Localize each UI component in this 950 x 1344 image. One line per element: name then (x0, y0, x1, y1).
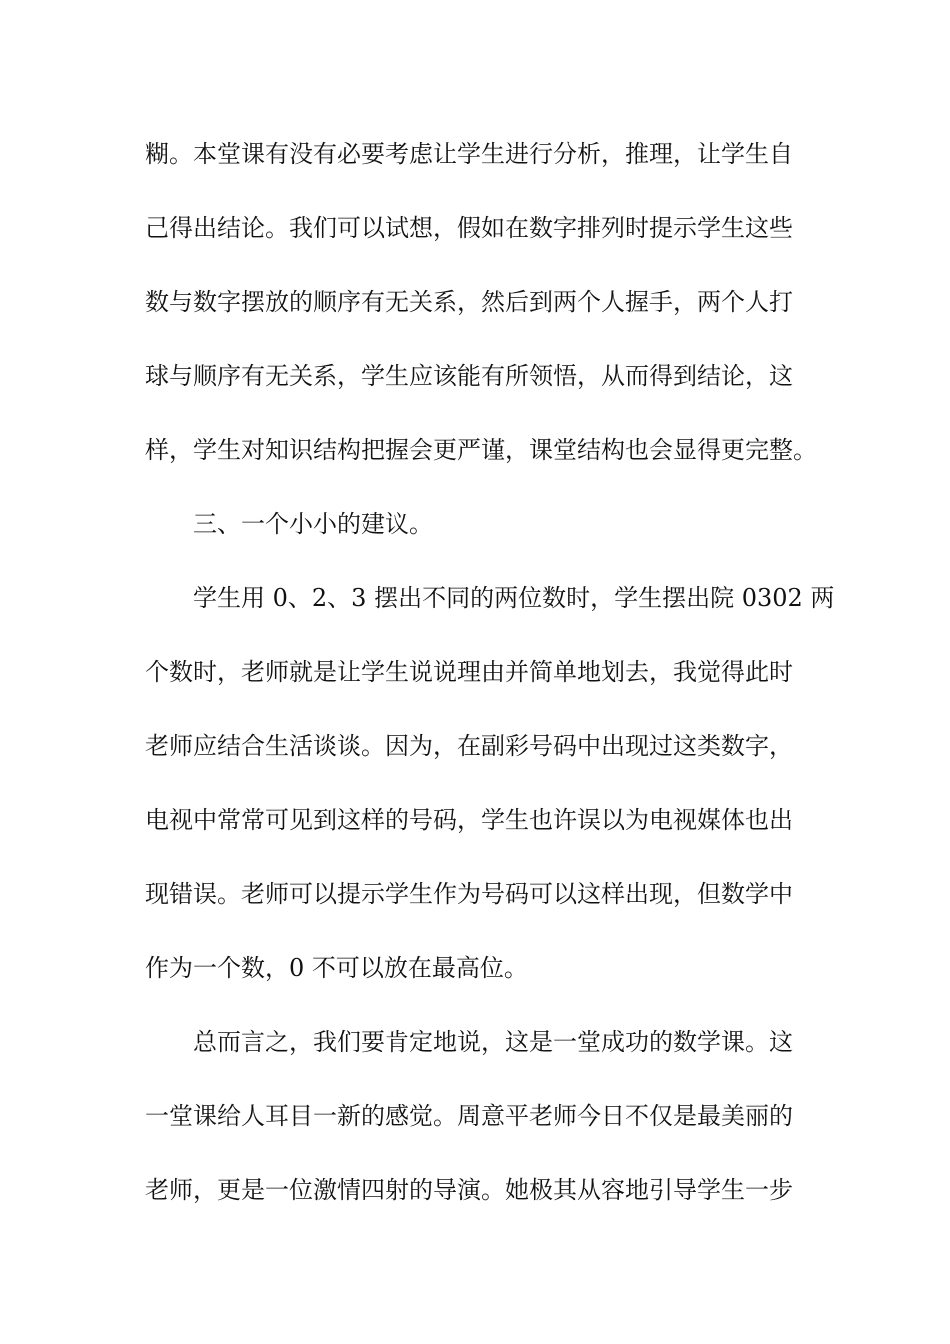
text-line: 球与顺序有无关系，学生应该能有所领悟，从而得到结论，这 (145, 362, 793, 390)
text-line: 己得出结论。我们可以试想，假如在数字排列时提示学生这些 (145, 214, 793, 242)
text-line: 一堂课给人耳目一新的感觉。周意平老师今日不仅是最美丽的 (145, 1102, 793, 1130)
text-line: 电视中常常可见到这样的号码，学生也许误以为电视媒体也出 (145, 806, 793, 834)
paragraph-start-line: 总而言之，我们要肯定地说，这是一堂成功的数学课。这 (193, 1028, 793, 1056)
text-line: 个数时，老师就是让学生说说理由并简单地划去，我觉得此时 (145, 658, 793, 686)
section-heading: 三、一个小小的建议。 (193, 510, 433, 538)
text-line: 数与数字摆放的顺序有无关系，然后到两个人握手，两个人打 (145, 288, 793, 316)
paragraph-start-line: 学生用 0、2、3 摆出不同的两位数时，学生摆出院 0302 两 (193, 584, 835, 612)
text-line: 老师应结合生活谈谈。因为，在副彩号码中出现过这类数字， (145, 732, 793, 760)
text-line: 老师，更是一位激情四射的导演。她极其从容地引导学生一步 (145, 1176, 793, 1204)
text-line: 作为一个数，0 不可以放在最高位。 (145, 954, 528, 982)
text-line: 现错误。老师可以提示学生作为号码可以这样出现，但数学中 (145, 880, 793, 908)
text-line: 糊。本堂课有没有必要考虑让学生进行分析，推理，让学生自 (145, 140, 793, 168)
text-line: 样，学生对知识结构把握会更严谨，课堂结构也会显得更完整。 (145, 436, 817, 464)
